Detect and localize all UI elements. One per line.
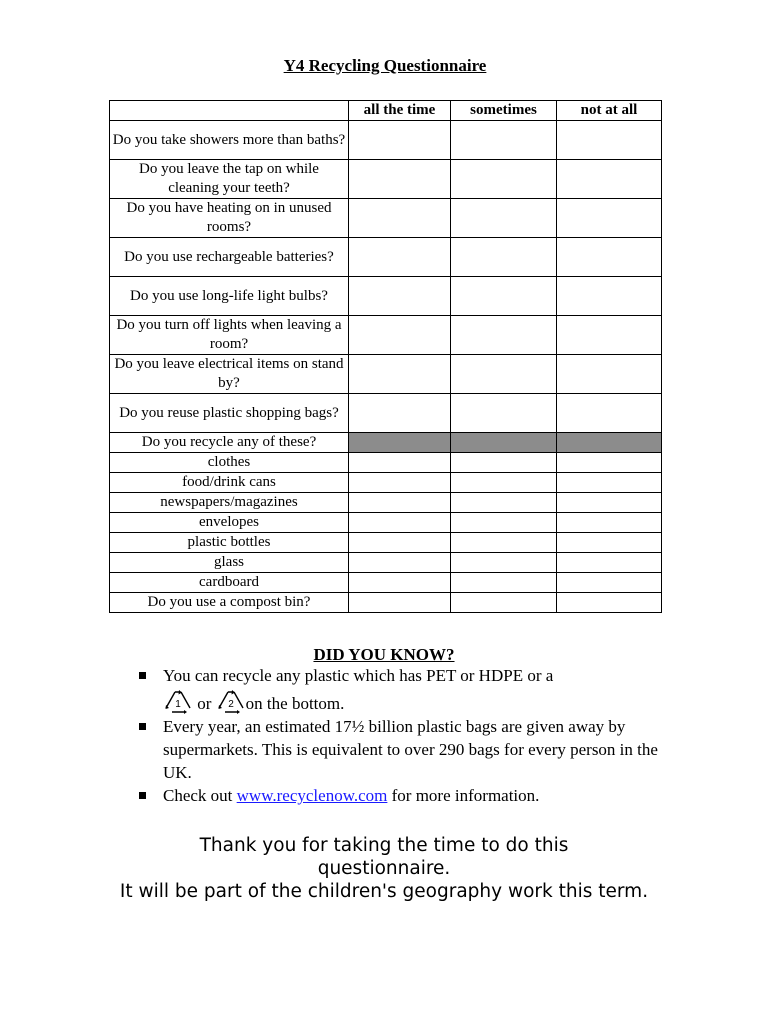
sometimes-cell[interactable] bbox=[451, 277, 557, 316]
question-cell: glass bbox=[110, 553, 349, 573]
header-sometimes: sometimes bbox=[451, 101, 557, 121]
all-the-time-cell[interactable] bbox=[349, 277, 451, 316]
question-cell: plastic bottles bbox=[110, 533, 349, 553]
all-the-time-cell[interactable] bbox=[349, 121, 451, 160]
not-at-all-cell[interactable] bbox=[557, 493, 662, 513]
question-cell: newspapers/magazines bbox=[110, 493, 349, 513]
sometimes-cell[interactable] bbox=[451, 316, 557, 355]
table-row bbox=[110, 238, 662, 277]
question-cell: envelopes bbox=[110, 513, 349, 533]
not-at-all-cell bbox=[557, 433, 662, 453]
sometimes-cell[interactable] bbox=[451, 513, 557, 533]
question-cell: Do you reuse plastic shopping bags? bbox=[110, 394, 349, 433]
sometimes-cell[interactable] bbox=[451, 199, 557, 238]
sometimes-cell[interactable] bbox=[451, 493, 557, 513]
table-row bbox=[110, 553, 662, 573]
all-the-time-cell bbox=[349, 433, 451, 453]
question-cell: Do you recycle any of these? bbox=[110, 433, 349, 453]
list-item bbox=[138, 784, 658, 807]
bullet-icon bbox=[139, 792, 146, 799]
list-item bbox=[138, 664, 658, 715]
sometimes-cell[interactable] bbox=[451, 533, 557, 553]
all-the-time-cell[interactable] bbox=[349, 473, 451, 493]
did-you-know-title: DID YOU KNOW? bbox=[313, 645, 455, 664]
sometimes-cell bbox=[451, 433, 557, 453]
fact2-text: Every year, an estimated 17½ billion plastic bags are given away by supermarkets. This is equivalent to over 290 bags for every person in the UK. bbox=[163, 717, 658, 782]
list-item bbox=[138, 715, 658, 784]
all-the-time-cell[interactable] bbox=[349, 493, 451, 513]
question-cell: Do you use a compost bin? bbox=[110, 593, 349, 613]
not-at-all-cell[interactable] bbox=[557, 533, 662, 553]
sometimes-cell[interactable] bbox=[451, 238, 557, 277]
table-row bbox=[110, 533, 662, 553]
table-row bbox=[110, 199, 662, 238]
all-the-time-cell[interactable] bbox=[349, 513, 451, 533]
not-at-all-cell[interactable] bbox=[557, 593, 662, 613]
fact3-suffix: for more information. bbox=[391, 786, 540, 805]
header-not-at-all: not at all bbox=[557, 101, 662, 121]
questionnaire-body bbox=[110, 121, 662, 613]
all-the-time-cell[interactable] bbox=[349, 199, 451, 238]
thank-you-message bbox=[0, 834, 768, 903]
question-cell: Do you turn off lights when leaving a room? bbox=[110, 316, 349, 355]
sometimes-cell[interactable] bbox=[451, 394, 557, 433]
question-cell: Do you use rechargeable batteries? bbox=[110, 238, 349, 277]
not-at-all-cell[interactable] bbox=[557, 573, 662, 593]
table-row bbox=[110, 277, 662, 316]
not-at-all-cell[interactable] bbox=[557, 277, 662, 316]
table-row bbox=[110, 473, 662, 493]
all-the-time-cell[interactable] bbox=[349, 593, 451, 613]
symbol1-number: 1 bbox=[175, 699, 181, 710]
question-cell: Do you leave electrical items on stand by? bbox=[110, 355, 349, 394]
all-the-time-cell[interactable] bbox=[349, 160, 451, 199]
table-row bbox=[110, 513, 662, 533]
not-at-all-cell[interactable] bbox=[557, 394, 662, 433]
table-row bbox=[110, 433, 662, 453]
not-at-all-cell[interactable] bbox=[557, 160, 662, 199]
sometimes-cell[interactable] bbox=[451, 160, 557, 199]
table-row bbox=[110, 160, 662, 199]
recycle-symbol-1-icon bbox=[163, 689, 193, 715]
page-title: Y4 Recycling Questionnaire bbox=[283, 56, 487, 75]
all-the-time-cell[interactable] bbox=[349, 355, 451, 394]
question-cell: cardboard bbox=[110, 573, 349, 593]
table-row bbox=[110, 453, 662, 473]
not-at-all-cell[interactable] bbox=[557, 473, 662, 493]
facts-list bbox=[138, 664, 658, 807]
not-at-all-cell[interactable] bbox=[557, 121, 662, 160]
question-cell: clothes bbox=[110, 453, 349, 473]
table-row bbox=[110, 316, 662, 355]
fact1-text: You can recycle any plastic which has PET or HDPE or a bbox=[163, 666, 554, 685]
all-the-time-cell[interactable] bbox=[349, 394, 451, 433]
bullet-icon bbox=[139, 672, 146, 679]
symbol2-number: 2 bbox=[227, 699, 234, 710]
table-row bbox=[110, 493, 662, 513]
question-cell: food/drink cans bbox=[110, 473, 349, 493]
fact3-prefix: Check out bbox=[163, 786, 233, 805]
sometimes-cell[interactable] bbox=[451, 553, 557, 573]
question-cell: Do you use long-life light bulbs? bbox=[110, 277, 349, 316]
questionnaire-table bbox=[109, 100, 662, 613]
thanks-line-1: Thank you for taking the time to do this questionnaire. bbox=[199, 835, 569, 879]
table-row bbox=[110, 394, 662, 433]
sometimes-cell[interactable] bbox=[451, 473, 557, 493]
all-the-time-cell[interactable] bbox=[349, 553, 451, 573]
sometimes-cell[interactable] bbox=[451, 355, 557, 394]
bullet-icon bbox=[139, 723, 146, 730]
table-header-row bbox=[110, 101, 662, 121]
all-the-time-cell[interactable] bbox=[349, 573, 451, 593]
header-all-the-time: all the time bbox=[349, 101, 451, 121]
all-the-time-cell[interactable] bbox=[349, 316, 451, 355]
table-row bbox=[110, 573, 662, 593]
question-cell: Do you take showers more than baths? bbox=[110, 121, 349, 160]
table-row bbox=[110, 355, 662, 394]
sometimes-cell[interactable] bbox=[451, 453, 557, 473]
not-at-all-cell[interactable] bbox=[557, 553, 662, 573]
not-at-all-cell[interactable] bbox=[557, 513, 662, 533]
table-row bbox=[110, 593, 662, 613]
question-cell: Do you leave the tap on while cleaning your teeth? bbox=[110, 160, 349, 199]
sometimes-cell[interactable] bbox=[451, 573, 557, 593]
not-at-all-cell[interactable] bbox=[557, 238, 662, 277]
sometimes-cell[interactable] bbox=[451, 121, 557, 160]
not-at-all-cell[interactable] bbox=[557, 199, 662, 238]
recycle-symbol-2-icon bbox=[216, 689, 246, 715]
table-row bbox=[110, 121, 662, 160]
recyclenow-link[interactable]: www.recyclenow.com bbox=[236, 786, 388, 805]
header-question bbox=[110, 101, 349, 121]
fact1-or: or bbox=[197, 694, 212, 713]
all-the-time-cell[interactable] bbox=[349, 238, 451, 277]
sometimes-cell[interactable] bbox=[451, 593, 557, 613]
all-the-time-cell[interactable] bbox=[349, 533, 451, 553]
thanks-line-2: It will be part of the children's geography work this term. bbox=[119, 881, 649, 902]
all-the-time-cell[interactable] bbox=[349, 453, 451, 473]
not-at-all-cell[interactable] bbox=[557, 453, 662, 473]
question-cell: Do you have heating on in unused rooms? bbox=[110, 199, 349, 238]
fact1-end: on the bottom. bbox=[245, 694, 345, 713]
not-at-all-cell[interactable] bbox=[557, 316, 662, 355]
not-at-all-cell[interactable] bbox=[557, 355, 662, 394]
